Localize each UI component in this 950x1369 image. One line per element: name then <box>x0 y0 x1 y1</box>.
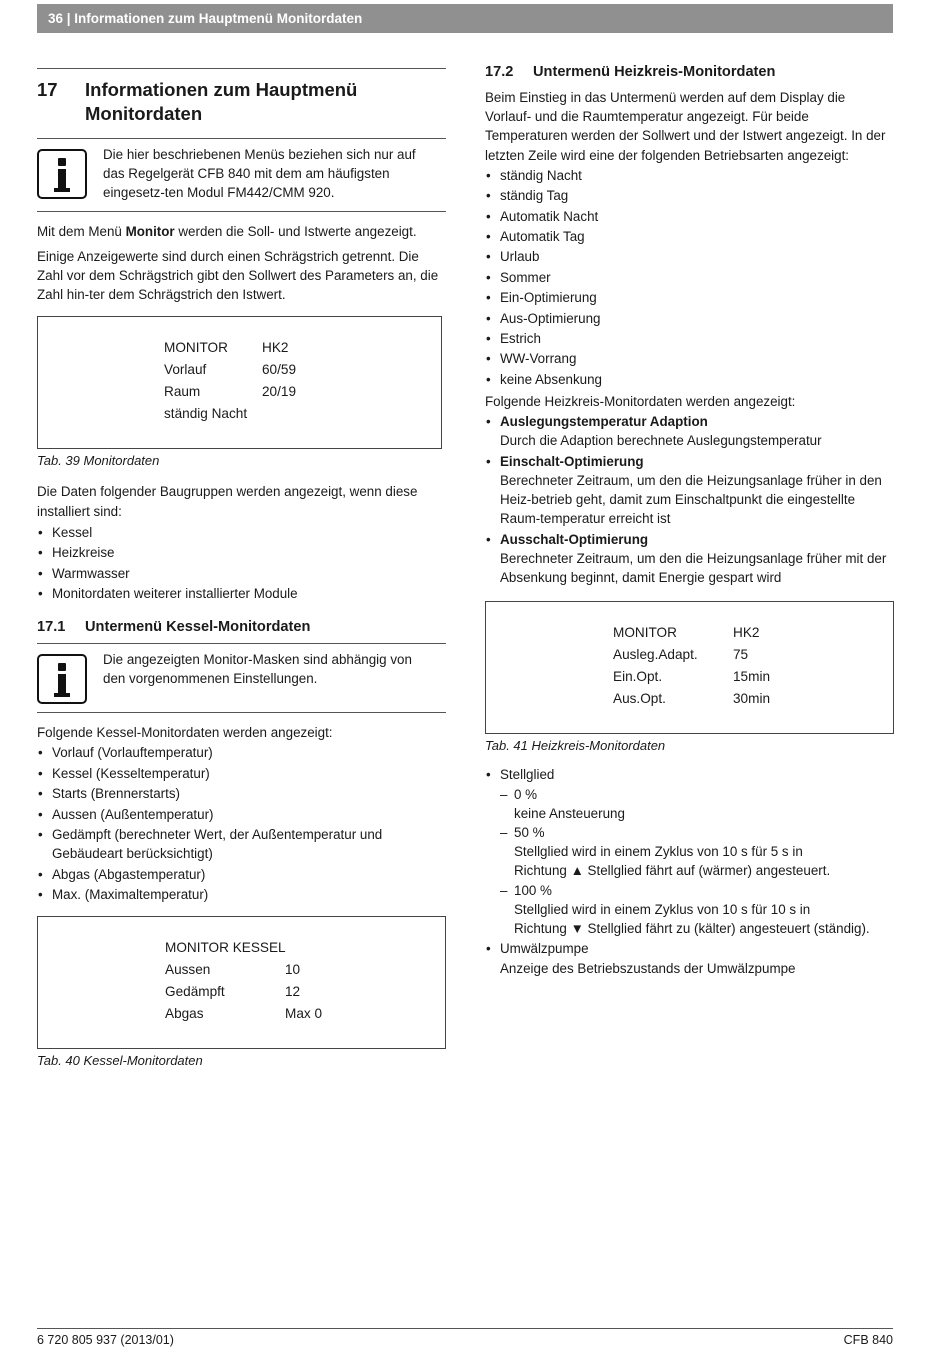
item-title: • Stellglied <box>500 767 555 783</box>
section-heading <box>37 617 446 637</box>
heizkreis-data-list <box>485 412 894 587</box>
section-title: Untermenü Heizkreis-Monitordaten <box>533 64 776 80</box>
section-heading <box>485 62 894 82</box>
dash-marker: – <box>500 786 508 802</box>
kessel-list <box>37 743 446 904</box>
dash-marker: – <box>500 824 508 840</box>
section-number: 17.1 <box>37 619 66 636</box>
display-value: HK2 <box>262 340 289 356</box>
item-description: Durch die Adaption berechnete Auslegungstemperatur <box>500 433 822 449</box>
list-item <box>485 765 894 938</box>
list-item: • keine Absenkung <box>485 370 894 389</box>
display-row <box>164 403 296 425</box>
list-item: • Abgas (Abgastemperatur) <box>37 865 446 884</box>
intro-text: Mit dem Menü <box>37 223 126 239</box>
list-item: • Sommer <box>485 268 894 287</box>
display-label: MONITOR KESSEL <box>165 940 286 956</box>
display-row <box>613 688 770 710</box>
product-name: CFB 840 <box>843 1333 893 1347</box>
display-label: Aus.Opt. <box>613 691 666 707</box>
list-item: • Kessel <box>37 523 446 542</box>
info-notice <box>37 643 446 713</box>
list-item: • Aus-Optimierung <box>485 309 894 328</box>
list-item: • Monitordaten weiterer installierter Module <box>37 584 446 603</box>
heizkreis-intro: Beim Einstieg in das Untermenü werden auf dem Display die Vorlauf- und die Raumtemperatur angezeigt. Für beide Temperaturen werden der Sollwert und der Istwert angezeigt. In der letzten Zeile wird eine der folgenden Betriebsarten angezeigt: <box>485 90 886 163</box>
level-value: 50 % <box>514 824 545 840</box>
display-value: 30min <box>733 691 771 707</box>
document-number: 6 720 805 937 (2013/01) <box>37 1333 174 1347</box>
display-row <box>165 981 322 1003</box>
list-item: • Warmwasser <box>37 564 446 583</box>
display-row <box>613 622 770 644</box>
list-item <box>500 823 894 881</box>
monitor-term: Monitor <box>125 223 175 239</box>
display-value: 75 <box>733 647 749 663</box>
list-item: • Ein-Optimierung <box>485 288 894 307</box>
display-label: Abgas <box>165 1006 204 1022</box>
list-item <box>485 530 894 588</box>
display-label: Gedämpft <box>165 984 225 1000</box>
list-item: • Starts (Brennerstarts) <box>37 784 446 803</box>
display-row <box>613 666 770 688</box>
list-item: • Kessel (Kesseltemperatur) <box>37 764 446 783</box>
display-label: Raum <box>164 384 201 400</box>
heizkreis-data-text: Folgende Heizkreis-Monitordaten werden angezeigt: <box>485 393 796 409</box>
display-value: 12 <box>285 984 301 1000</box>
list-item: • Max. (Maximaltemperatur) <box>37 885 446 904</box>
slash-explanation: Einige Anzeigewerte sind durch einen Schrägstrich getrennt. Die Zahl vor dem Schrägstrich gibt den Sollwert des Parameters an, die Zahl hin-ter dem Schrägstrich den Istwert. <box>37 248 439 303</box>
item-title: • Auslegungstemperatur Adaption <box>500 414 708 430</box>
display-label: ständig Nacht <box>164 406 248 422</box>
item-title: • Einschalt-Optimierung <box>500 453 644 469</box>
info-icon <box>37 149 87 199</box>
list-item <box>485 412 894 450</box>
monitor-display-kessel <box>37 916 446 1049</box>
monitor-display-heizkreis <box>485 601 894 734</box>
list-item: • Automatik Tag <box>485 227 894 246</box>
display-row <box>164 359 296 381</box>
page-header: 36 | Informationen zum Hauptmenü Monitordaten <box>37 4 893 33</box>
list-item <box>500 881 894 939</box>
right-column <box>485 62 894 984</box>
footer-divider <box>37 1328 893 1329</box>
level-value: 100 % <box>514 882 552 898</box>
list-item: • ständig Nacht <box>485 166 894 185</box>
level-description: Richtung ▼ Stellglied fährt zu (kälter) angesteuert (ständig). <box>514 920 870 936</box>
level-value: 0 % <box>514 786 538 802</box>
display-value: 60/59 <box>262 362 297 378</box>
display-label: Vorlauf <box>164 362 207 378</box>
item-description: Berechneter Zeitraum, um den die Heizungsanlage früher in den Heiz-betrieb geht, damit zum Einschaltpunkt die eingestellte Raum-temperatur erreicht ist <box>500 472 882 527</box>
section-number: 17.2 <box>485 64 514 80</box>
level-description: Stellglied wird in einem Zyklus von 10 s für 10 s in <box>514 901 811 917</box>
info-notice <box>37 138 446 212</box>
level-description: Richtung ▲ Stellglied fährt auf (wärmer) angesteuert. <box>514 863 831 879</box>
betriebsarten-list <box>485 166 894 389</box>
item-description: Berechneter Zeitraum, um den die Heizungsanlage früher mit der Absenkung beginnt, damit Energie gespart wird <box>500 550 887 586</box>
intro-paragraph <box>37 222 446 241</box>
list-item: • Vorlauf (Vorlauftemperatur) <box>37 743 446 762</box>
list-item: • Automatik Nacht <box>485 207 894 226</box>
level-description: keine Ansteuerung <box>514 805 625 821</box>
display-value: HK2 <box>733 625 760 641</box>
display-value: 15min <box>733 669 771 685</box>
display-label: Aussen <box>165 962 211 978</box>
item-title: • Umwälzpumpe <box>500 941 589 957</box>
chapter-number: 17 <box>37 79 58 100</box>
item-title: • Ausschalt-Optimierung <box>500 531 649 547</box>
list-item: • Aussen (Außentemperatur) <box>37 805 446 824</box>
display-label: MONITOR <box>613 625 677 641</box>
list-item: • Urlaub <box>485 247 894 266</box>
display-label: Ein.Opt. <box>613 669 663 685</box>
stellglied-levels <box>500 785 894 939</box>
list-item <box>485 939 894 977</box>
display-row <box>164 337 296 359</box>
notice-text: Die hier beschriebenen Menüs beziehen sich nur auf das Regelgerät CFB 840 mit dem am häufigsten eingesetz-ten Modul FM442/CMM 920. <box>103 147 416 201</box>
list-item <box>500 785 894 823</box>
display-value: 10 <box>285 962 301 978</box>
table-caption: Tab. 41 Heizkreis-Monitordaten <box>485 738 666 754</box>
list-item: • Gedämpft (berechneter Wert, der Außentemperatur und Gebäudeart berücksichtigt) <box>37 825 446 863</box>
display-row <box>613 644 770 666</box>
chapter-title: Informationen zum Hauptmenü Monitordaten <box>85 79 358 124</box>
stellglied-list <box>485 765 894 977</box>
section-title: Untermenü Kessel-Monitordaten <box>85 619 311 636</box>
display-value: Max 0 <box>285 1006 323 1022</box>
left-column <box>37 56 446 1070</box>
display-row <box>165 1003 322 1025</box>
info-icon <box>37 654 87 704</box>
display-row <box>164 381 296 403</box>
chapter-heading <box>37 78 446 126</box>
list-item: • Estrich <box>485 329 894 348</box>
item-description: Anzeige des Betriebszustands der Umwälzpumpe <box>500 960 796 976</box>
divider <box>37 68 446 69</box>
level-description: Stellglied wird in einem Zyklus von 10 s für 5 s in <box>514 844 803 860</box>
table-caption: Tab. 39 Monitordaten <box>37 453 160 469</box>
table-caption: Tab. 40 Kessel-Monitordaten <box>37 1053 203 1069</box>
notice-text: Die angezeigten Monitor-Masken sind abhängig von den vorgenommenen Einstellungen. <box>103 652 412 687</box>
monitor-display-hk2 <box>37 316 442 449</box>
list-item: • ständig Tag <box>485 186 894 205</box>
dash-marker: – <box>500 882 508 898</box>
display-label: MONITOR <box>164 340 228 356</box>
display-value: 20/19 <box>262 384 297 400</box>
list-item: • WW-Vorrang <box>485 349 894 368</box>
display-row <box>165 959 322 981</box>
baugruppen-text: Die Daten folgender Baugruppen werden angezeigt, wenn diese installiert sind: <box>37 484 418 519</box>
display-heading <box>165 937 322 959</box>
intro-text: werden die Soll- und Istwerte angezeigt. <box>174 223 417 239</box>
list-item: • Heizkreise <box>37 543 446 562</box>
baugruppen-list <box>37 523 446 603</box>
list-item <box>485 452 894 529</box>
display-label: Ausleg.Adapt. <box>613 647 698 663</box>
kessel-text: Folgende Kessel-Monitordaten werden angezeigt: <box>37 725 333 741</box>
